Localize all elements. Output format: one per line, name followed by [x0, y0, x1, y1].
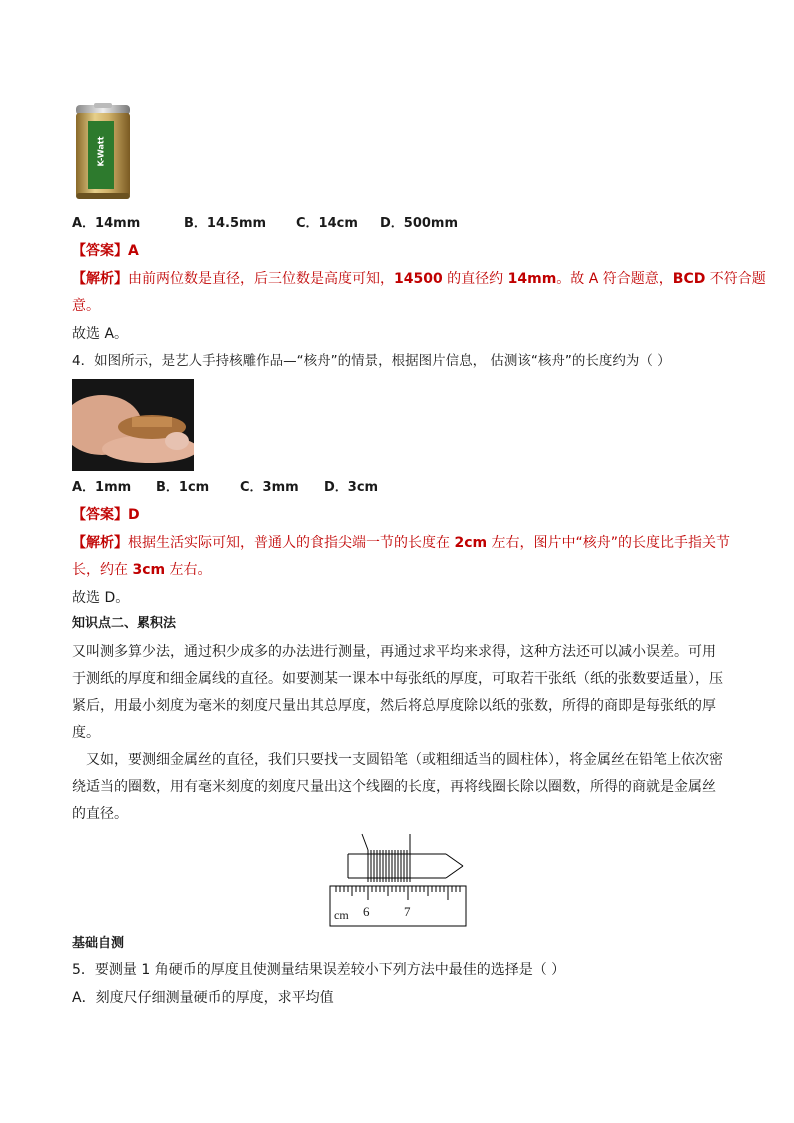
analysis-text: 左右。 — [165, 562, 212, 578]
q4-option-d: D．3cm — [324, 480, 379, 495]
ruler-tick-6-label: 6 — [363, 904, 370, 919]
ruler-tick-7-label: 7 — [404, 904, 411, 919]
analysis-text: 。故 A 符合题意， — [556, 271, 673, 287]
q4-conclusion: 故选 D。 — [72, 590, 130, 606]
analysis-text: 的直径约 — [442, 271, 508, 287]
analysis-text: 14mm — [507, 271, 557, 287]
q3-analysis-line2: 意。 — [72, 298, 100, 314]
analysis-text: 14500 — [394, 271, 443, 287]
section-title: 知识点二、累积法 — [72, 616, 177, 631]
q3-option-b: B．14.5mm — [184, 216, 267, 231]
q3-option-a: A．14mm — [72, 216, 141, 231]
answer-value: D — [128, 507, 140, 523]
answer-value: A — [128, 243, 139, 259]
battery-brand-label: K-Watt — [96, 136, 106, 167]
analysis-text: 长，约在 — [72, 562, 133, 578]
q5-stem: 5．要测量 1 角硬币的厚度且使测量结果误差较小下列方法中最佳的选择是（ ） — [72, 962, 566, 978]
analysis-text: 左右，图片中“核舟”的长度比手指关节 — [487, 535, 731, 551]
analysis-text: 2cm — [454, 535, 488, 551]
analysis-tag: 【解析】 — [72, 271, 128, 287]
answer-tag: 【答案】 — [72, 507, 128, 523]
q4-analysis-line2 — [72, 560, 212, 580]
q3-analysis-line1 — [72, 269, 766, 289]
analysis-text: BCD — [672, 271, 706, 287]
battery-image — [72, 103, 134, 201]
section-paragraph-2: 又如，要测细金属丝的直径，我们只要找一支圆铅笔（或粗细适当的圆柱体），将金属丝在铅笔上依次密绕适当的圈数，用有毫米刻度的刻度尺量出这个线圈的长度，再将线圈长除以圈数，所得的商就是金属丝的直径。 — [72, 752, 723, 822]
analysis-text: 不符合题 — [705, 271, 766, 287]
q4-answer — [72, 505, 140, 525]
analysis-text: 3cm — [132, 562, 166, 578]
q3-answer — [72, 241, 139, 261]
q3-option-d: D．500mm — [380, 216, 459, 231]
q3-conclusion: 故选 A。 — [72, 326, 129, 342]
q4-analysis-line1 — [72, 533, 730, 553]
ruler-unit-label: cm — [334, 908, 349, 922]
q3-option-c: C．14cm — [296, 216, 358, 231]
ruler-pencil-diagram — [328, 832, 468, 928]
answer-tag: 【答案】 — [72, 243, 128, 259]
q4-option-c: C．3mm — [240, 480, 299, 495]
q4-option-a: A．1mm — [72, 480, 132, 495]
q4-options — [72, 478, 378, 498]
section-paragraph-1: 又叫测多算少法，通过积少成多的办法进行测量，再通过求平均来求得，这种方法还可以减小误差。可用于测纸的厚度和细金属线的直径。如要测某一课本中每张纸的厚度，可取若干张纸（纸的张数要适量），压紧后，用最小刻度为毫米的刻度尺量出其总厚度，然后将总厚度除以纸的张数，所得的商即是每张纸的厚度。 — [72, 644, 723, 741]
q4-stem: 4．如图所示，是艺人手持核雕作品—“核舟”的情景，根据图片信息， 估测该“核舟”的长度约为（ ） — [72, 353, 671, 369]
analysis-text: 由前两位数是直径，后三位数是高度可知， — [128, 271, 394, 287]
analysis-text: 根据生活实际可知，普通人的食指尖端一节的长度在 — [128, 535, 455, 551]
practice-title: 基础自测 — [72, 936, 125, 951]
q4-option-b: B．1cm — [156, 480, 210, 495]
analysis-tag: 【解析】 — [72, 535, 128, 551]
q5-option-a: A．刻度尺仔细测量硬币的厚度，求平均值 — [72, 990, 334, 1006]
q3-options — [72, 214, 458, 234]
walnut-boat-photo — [72, 379, 194, 471]
